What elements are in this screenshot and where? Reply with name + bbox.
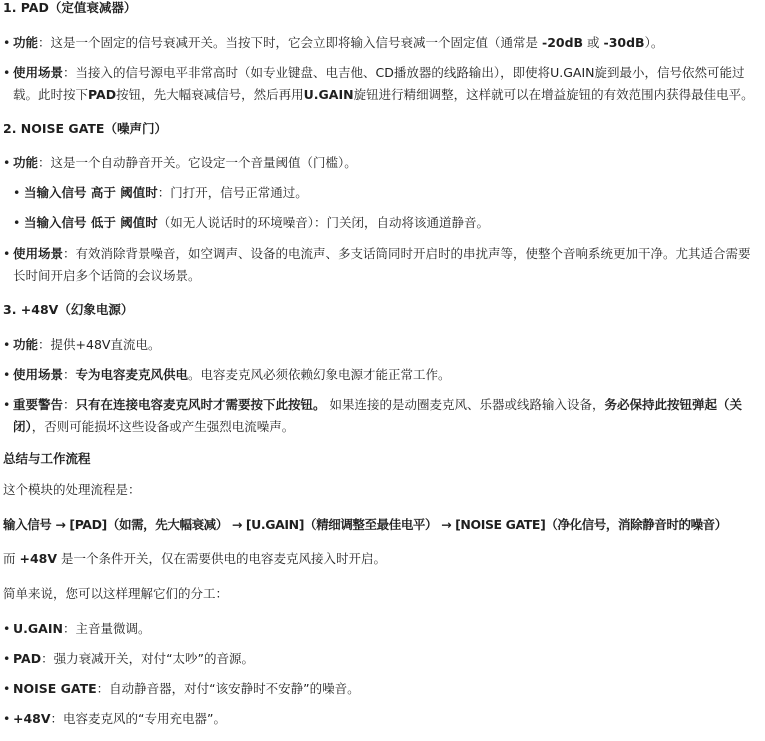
text-usage-b: 。电容麦克风必须依赖幻象电源才能正常工作。	[188, 367, 451, 382]
list-item-summary-ugain	[3, 618, 761, 640]
note-48v: +48V	[19, 551, 58, 566]
label-below-threshold: 当输入信号 低于 阈值时	[24, 215, 158, 230]
text-function: ：提供+48V直流电。	[38, 337, 161, 352]
text-function-end: ）。	[644, 35, 664, 50]
section-title-pad: 1. PAD（定值衰减器）	[3, 0, 137, 15]
sublist-item-below-threshold	[3, 212, 761, 234]
text-warning-bold2: 务必保持此按钮弹起（关闭）	[13, 397, 743, 434]
list-item-pad-function	[3, 32, 761, 54]
label-pad: PAD	[13, 651, 42, 666]
list-item-summary-48v	[3, 708, 761, 730]
summary-flow: 输入信号 → [PAD]（如需，先大幅衰减） → [U.GAIN]（精细调整至最佳电平） → [NOISE GATE]（净化信号，消除静音时的噪音）	[3, 517, 727, 532]
text-warning-a: ：	[63, 397, 76, 412]
label-ugain: U.GAIN	[303, 87, 354, 102]
list-item-48v-function	[3, 334, 761, 356]
label-warning: 重要警告	[13, 397, 64, 412]
text-ugain: ：主音量微调。	[62, 621, 151, 636]
text-usage-bold: 专为电容麦克风供电	[75, 367, 189, 382]
list-item-summary-noise-gate	[3, 678, 761, 700]
text-noise-gate: ：自动静音器，对付“该安静时不安静”的噪音。	[96, 681, 360, 696]
list-item-pad-usage	[3, 62, 761, 106]
summary-intro: 这个模块的处理流程是：	[3, 482, 141, 497]
label-function: 功能	[13, 155, 39, 170]
label-noise-gate: NOISE GATE	[13, 681, 97, 696]
text-function: ：这是一个自动静音开关。它设定一个音量阈值（门槛）。	[38, 155, 357, 170]
section-title-48v: 3. +48V（幻象电源）	[3, 302, 134, 317]
text-pad: ：强力衰减开关，对付“太吵”的音源。	[41, 651, 255, 666]
text-below-threshold: （如无人说话时的环境噪音）：门关闭，自动将该通道静音。	[157, 215, 489, 230]
list-item-summary-pad	[3, 648, 761, 670]
text-warning-c: ，否则可能损坏这些设备或产生强烈电流噪声。	[31, 419, 295, 434]
sublist-item-above-threshold	[3, 182, 761, 204]
text-usage-a: ：当接入的信号源电平非常高时（如专业键盘、电吉他、CD播放器的线路输出），即使将U.GAIN旋到最小，信号依然可能过载。此时按下	[13, 65, 745, 102]
label-48v: +48V	[13, 711, 51, 726]
text-function: ：这是一个固定的信号衰减开关。当按下时，它会立即将输入信号衰减一个固定值（通常是	[38, 35, 542, 50]
text-usage: ：有效消除背景噪音，如空调声、设备的电流声、多支话筒同时开启时的串扰声等，使整个音响系统更加干净。尤其适合需要长时间开启多个话筒的会议场景。	[13, 246, 751, 283]
label-usage: 使用场景	[13, 65, 64, 80]
label-function: 功能	[13, 35, 39, 50]
text-above-threshold: ：门打开，信号正常通过。	[157, 185, 308, 200]
note-text-b: 是一个条件开关，仅在需要供电的电容麦克风接入时开启。	[57, 551, 387, 566]
value-minus30db: -30dB	[603, 35, 645, 50]
text-usage-b: 按钮，先大幅衰减信号，然后再用	[116, 87, 304, 102]
text-or: 或	[583, 35, 604, 50]
text-usage-c: 旋钮进行精细调整，这样就可以在增益旋钮的有效范围内获得最佳电平。	[353, 87, 754, 102]
label-above-threshold: 当输入信号 高于 阈值时	[24, 185, 158, 200]
summary-title: 总结与工作流程	[3, 451, 91, 466]
summary-simple: 简单来说，您可以这样理解它们的分工：	[3, 586, 229, 601]
section-title-noise-gate: 2. NOISE GATE（噪声门）	[3, 121, 167, 136]
text-warning-bold1: 只有在连接电容麦克风时才需要按下此按钮。	[75, 397, 326, 412]
list-item-48v-usage	[3, 364, 761, 386]
label-usage: 使用场景	[13, 367, 64, 382]
text-warning-b: 如果连接的是动圈麦克风、乐器或线路输入设备，	[325, 397, 605, 412]
note-text-a: 而	[3, 551, 20, 566]
summary-48v-note	[3, 548, 761, 570]
label-usage: 使用场景	[13, 246, 64, 261]
list-item-gate-function	[3, 152, 761, 174]
text-48v: ：电容麦克风的“专用充电器”。	[50, 711, 226, 726]
label-pad: PAD	[88, 87, 117, 102]
list-item-gate-usage	[3, 243, 761, 287]
label-ugain: U.GAIN	[13, 621, 63, 636]
label-function: 功能	[13, 337, 39, 352]
list-item-48v-warning	[3, 394, 761, 438]
text-usage-a: ：	[63, 367, 76, 382]
value-minus20db: -20dB	[542, 35, 584, 50]
